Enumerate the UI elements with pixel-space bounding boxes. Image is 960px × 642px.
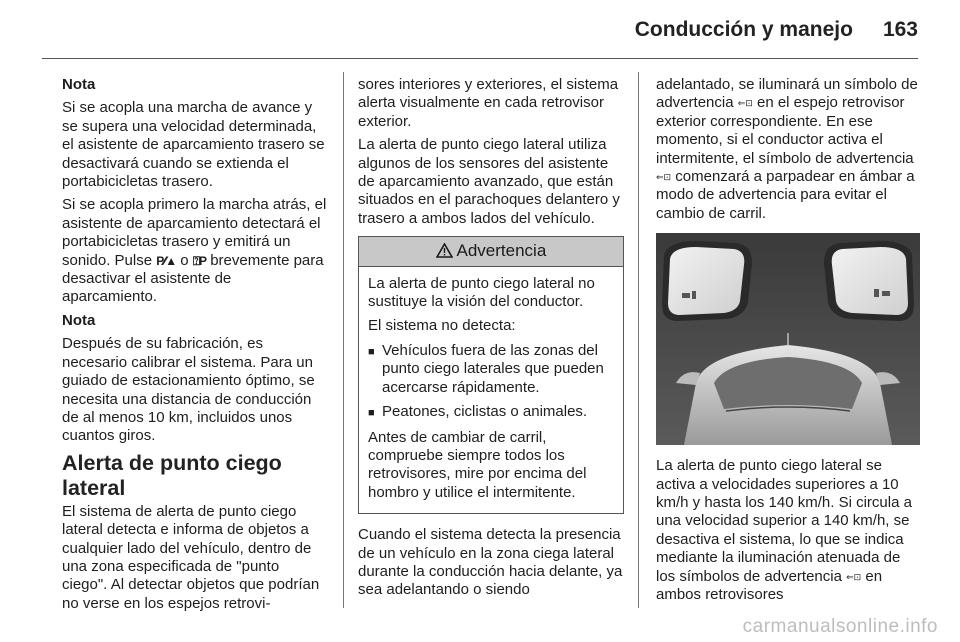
- paragraph: El sistema de alerta de punto ciego lateral detecta e informa de objetos a cualquier lado del vehículo, dentro de una zona especificada de "punto ciego". Al detectar objetos que podrían no verse en los espejos retrovi-: [62, 502, 320, 612]
- blind-spot-icon: ⇐⊡: [656, 172, 672, 183]
- paragraph: La alerta de punto ciego lateral utiliza algunos de los sensores del asistente de aparcamiento avanzado, que están situados en el parachoques delantero y trasero a ambos lados del vehículo.: [358, 136, 620, 227]
- paragraph: El sistema no detecta:: [368, 317, 516, 335]
- column-2: [358, 76, 624, 605]
- section-title: Alerta de punto ciego lateral: [62, 450, 282, 500]
- paragraph: [62, 196, 328, 306]
- warning-triangle-icon: [436, 241, 457, 260]
- warning-box: [358, 236, 624, 514]
- mirror-illustration: [656, 233, 920, 445]
- column-1: [62, 76, 328, 618]
- list-item-text: Vehículos fuera de las zonas del punto ciego laterales que pueden acercarse rápidamente.: [382, 341, 604, 396]
- header-title: Conducción y manejo: [634, 18, 853, 41]
- text-run: adelantado, se iluminará un símbolo de advertencia: [656, 76, 918, 112]
- warning-body: [359, 267, 623, 513]
- watermark: carmanualsonline.info: [742, 616, 938, 637]
- note-body: Después de su fabricación, es necesario calibrar el sistema. Para un guiado de estacionamiento óptimo, se necesita una distancia de conducción de al menos 10 km, incluidos unos cuantos giros.: [62, 335, 315, 445]
- warning-header: [359, 237, 623, 266]
- page-header: [635, 18, 918, 42]
- list-item: [368, 342, 614, 397]
- paragraph: Cuando el sistema detecta la presencia de un vehículo en la zona ciega lateral durante la conducción hacia delante, ya sea adelantando o siendo: [358, 526, 623, 599]
- paragraph: Antes de cambiar de carril, compruebe siempre todos los retrovisores, mire por encima del hombro y utilice el intermitente.: [368, 428, 587, 501]
- parking-assist-icon: P⁄⁄▲: [156, 253, 177, 268]
- text-run: en el espejo retrovisor exterior correspondiente. En ese momento, si el conductor activa el intermitente, el símbolo de advertencia: [656, 94, 914, 167]
- column-divider-2: [638, 72, 639, 608]
- paragraph: La alerta de punto ciego lateral no sustituye la visión del conductor.: [368, 274, 595, 311]
- bullet-square-icon: ■: [368, 345, 375, 358]
- warning-title: Advertencia: [456, 241, 547, 261]
- blind-spot-icon: ⇐⊡: [737, 98, 753, 109]
- page-number: 163: [882, 18, 918, 41]
- list-item: [368, 403, 614, 422]
- paragraph: [656, 76, 922, 223]
- text-run: brevemente para desactivar el asistente de aparcamiento.: [62, 251, 324, 306]
- column-divider-1: [343, 72, 344, 608]
- bullet-square-icon: ■: [368, 407, 375, 420]
- note-label: Nota: [62, 311, 96, 329]
- text-run: comenzará a parpadear en ámbar a modo de advertencia para evitar el cambio de carril.: [656, 168, 915, 222]
- column-3: [656, 76, 922, 610]
- text-run: o: [176, 251, 193, 269]
- text-run: en ambos retrovisores: [656, 567, 883, 604]
- list-item-text: Peatones, ciclistas o animales.: [382, 403, 588, 421]
- note-body: Si se acopla una marcha de avance y se supera una velocidad determinada, el asistente de aparcamiento trasero se desactivará cuando se extienda el portabicicletas trasero.: [62, 99, 325, 191]
- blind-spot-icon: ⇐⊡: [846, 571, 862, 582]
- note-label: Nota: [62, 76, 96, 93]
- paragraph: [656, 457, 922, 604]
- text-run: La alerta de punto ciego lateral se activa a velocidades superiores a 10 km/h y hasta los 140 km/h. Si circula a una velocidad superior a 140 km/h, se desactiva el sistema, lo que se indica mediante la iluminación atenuada de los símbolos de advertencia: [656, 457, 912, 585]
- header-rule: [42, 58, 918, 59]
- paragraph: sores interiores y exteriores, el sistema alerta visualmente en cada retrovisor exterior.: [358, 76, 619, 130]
- parking-button-icon: ⍰P: [192, 253, 207, 268]
- text-run: Si se acopla primero la marcha atrás, el asistente de aparcamiento detectará el portabicicletas trasero y emitirá un sonido. Pulse: [62, 196, 327, 269]
